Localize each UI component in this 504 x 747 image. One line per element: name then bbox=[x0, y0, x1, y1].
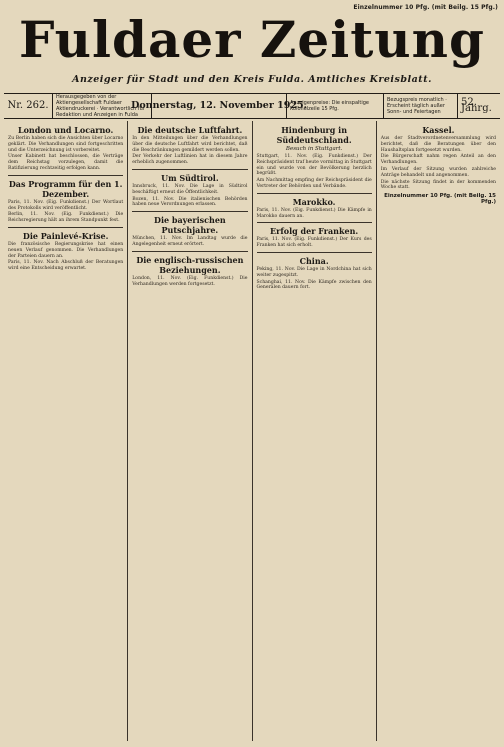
article-paragraph: In den Mitteilungen über die Verhandlungen über die deutsche Luftfahrt wird berichtet, daß die Beschränkungen gemildert werden sollen. bbox=[132, 136, 248, 153]
article-paragraph: Schanghai, 11. Nov. Die Kämpfe zwischen den Generälen dauern fort. bbox=[256, 279, 372, 291]
issue-date: Donnerstag, 12. November 1925. bbox=[152, 94, 287, 118]
section-divider bbox=[8, 227, 123, 228]
article-paragraph: Die französische Regierungskrise hat einen neuen Verlauf genommen. Die Verhandlungen der Parteien dauern an. bbox=[8, 241, 124, 259]
article-paragraph: Paris, 11. Nov. (Eig. Funkdienst.) Die Kämpfe in Marokko dauern an. bbox=[256, 207, 372, 219]
article-paragraph: Aus der Stadtverordnetenversammlung wird berichtet, daß die Beratungen über den Haushaltsplan fortgesetzt wurden. bbox=[380, 136, 496, 153]
article-paragraph: Im Verlauf der Sitzung wurden zahlreiche Anträge behandelt und angenommen. bbox=[380, 166, 496, 178]
article-headline: London und Locarno. bbox=[17, 125, 114, 135]
article-paragraph: Bozen, 11. Nov. Die italienischen Behörden haben neue Verordnungen erlassen. bbox=[132, 196, 248, 208]
article-headline: Marokko. bbox=[292, 196, 336, 207]
article-headline: Die deutsche Luftfahrt. bbox=[137, 125, 243, 135]
section-divider bbox=[257, 193, 372, 194]
article-subheading: Besuch in Stuttgart. bbox=[285, 146, 343, 152]
section-divider bbox=[8, 175, 123, 176]
section-divider bbox=[257, 252, 372, 253]
article-paragraph: Der Verkehr der Luftlinien hat in diesem Jahre erheblich zugenommen. bbox=[132, 154, 248, 166]
article-headline: Das Programm für den 1. Dezember. bbox=[8, 178, 123, 199]
issue-info-bar bbox=[4, 93, 500, 119]
article-columns bbox=[4, 121, 500, 741]
column-2 bbox=[128, 121, 252, 741]
section-divider bbox=[132, 169, 247, 170]
article-headline: Die englisch-russischen Beziehungen. bbox=[136, 254, 244, 275]
article-headline: Um Südtirol. bbox=[161, 172, 219, 183]
article-headline: Hindenburg in Süddeutschland. bbox=[276, 125, 352, 145]
publisher-info: Herausgegeben von der Aktiengesellschaft Fuldaer Aktiendruckerei · Verantwortlich für Redaktion und Anzeigen in Fulda bbox=[53, 94, 152, 118]
price-footer: Einzelnummer 10 Pfg. (mit Beilg. 15 Pfg.) bbox=[384, 193, 496, 206]
newspaper-title: Fuldaer Zeitung bbox=[19, 10, 485, 69]
article-paragraph: Die nächste Sitzung findet in der kommenden Woche statt. bbox=[380, 179, 496, 191]
article-paragraph: Die Bürgerschaft nahm regen Anteil an den Verhandlungen. bbox=[380, 154, 496, 166]
section-divider bbox=[132, 251, 247, 252]
article-paragraph: Am Nachmittag empfing der Reichspräsident die Vertreter der Behörden und Verbände. bbox=[256, 178, 372, 189]
article-paragraph: Berlin, 11. Nov. (Eig. Funkdienst.) Die Reichsregierung hält an ihrem Standpunkt fest. bbox=[8, 212, 124, 224]
column-4 bbox=[377, 121, 500, 741]
article-headline: Die Painlevé-Krise. bbox=[22, 230, 109, 241]
price-note: Einzelnummer 10 Pfg. (mit Beilg. 15 Pfg.) bbox=[353, 4, 498, 11]
article-paragraph: Peking, 11. Nov. Die Lage in Nordchina hat sich weiter zugespitzt. bbox=[256, 266, 372, 278]
article-paragraph: Paris, 11. Nov. Nach Abschluß der Beratungen wird eine Entscheidung erwartet. bbox=[8, 260, 124, 272]
column-3 bbox=[253, 121, 377, 741]
article-paragraph: Paris, 11. Nov. (Eig. Funkdienst.) Der Kurs des Franken hat sich erholt. bbox=[256, 237, 372, 249]
section-divider bbox=[257, 222, 372, 223]
article-paragraph: Stuttgart, 11. Nov. (Eig. Funkdienst.) Der Reichspräsident traf heute vormittag in Stuttgart ein und wurde von der Bevölkerung herzlich begrüßt. bbox=[256, 154, 372, 177]
article-headline: China. bbox=[299, 255, 329, 266]
article-headline: Kassel. bbox=[422, 125, 455, 135]
article-paragraph: Unser Kabinett hat beschlossen, die Verträge dem Reichstag vorzulegen, damit die Ratifizierung rechtzeitig erfolgen kann. bbox=[8, 154, 124, 171]
article-paragraph: München, 11. Nov. Im Landtag wurde die Angelegenheit erneut erörtert. bbox=[132, 236, 248, 247]
section-divider bbox=[132, 211, 247, 212]
issue-number: Nr. 262. bbox=[4, 94, 53, 118]
article-paragraph: Innsbruck, 11. Nov. Die Lage in Südtirol beschäftigt erneut die Öffentlichkeit. bbox=[132, 183, 248, 195]
column-1 bbox=[4, 121, 128, 741]
article-paragraph: London, 11. Nov. (Eig. Funkdienst.) Die Verhandlungen werden fortgesetzt. bbox=[132, 275, 248, 287]
ad-info: Anzeigenpreise: Die einspaltige Kolonelzeile 15 Pfg. bbox=[287, 94, 384, 118]
article-headline: Die bayerischen Putschjahre. bbox=[154, 215, 226, 236]
newspaper-subtitle: Anzeiger für Stadt und den Kreis Fulda. Amtliches Kreisblatt. bbox=[72, 74, 432, 85]
subscription-info: Bezugspreis monatlich · Erscheint täglich außer Sonn- und Feiertagen bbox=[384, 94, 458, 118]
masthead bbox=[0, 0, 504, 92]
article-paragraph: Paris, 11. Nov. (Eig. Funkdienst.) Der Wortlaut des Protokolls wird veröffentlicht. bbox=[8, 199, 124, 211]
volume-year: 52. Jahrg. bbox=[461, 97, 492, 114]
article-headline: Erfolg der Franken. bbox=[270, 226, 359, 237]
article-paragraph: Zu Berlin haben sich die Ansichten über Locarno geklärt. Die Verhandlungen sind fortgeschritten und die Unterzeichnung ist vorbereitet. bbox=[8, 136, 124, 153]
